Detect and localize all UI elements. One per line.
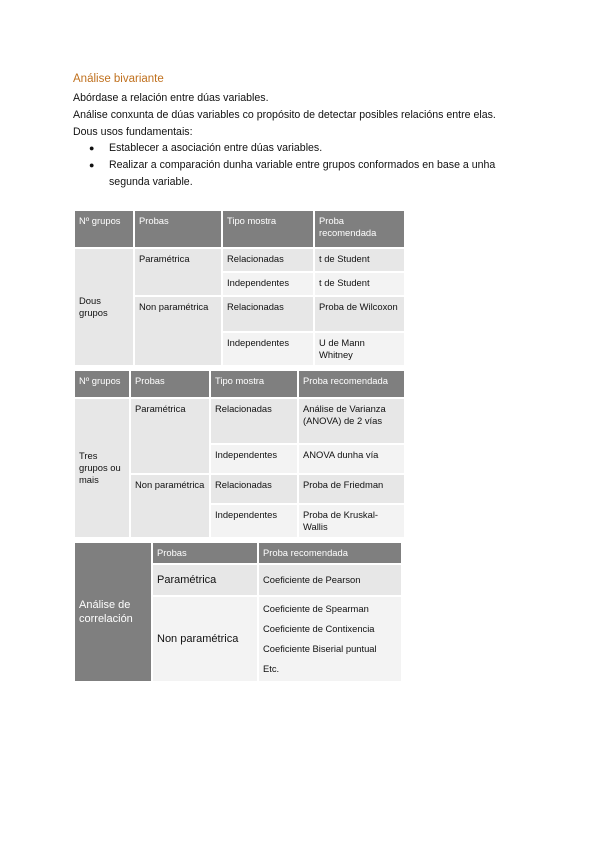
recommended-test-cell: Análise de Varianza (ANOVA) de 2 vías [298,398,405,444]
list-item: Etc. [263,663,280,674]
nonparametric-tests-cell [258,596,402,682]
recommended-test-cell: ANOVA dunha vía [298,444,405,474]
sample-type-cell: Relacionadas [222,248,314,272]
recommended-test-cell: Proba de Friedman [298,474,405,504]
parametric-cell: Paramétrica [134,248,222,296]
nonparametric-cell: Non paramétrica [134,296,222,366]
paragraph-uses: Dous usos fundamentais: [73,126,193,138]
header-n-groups: Nº grupos [74,370,130,398]
header-sample-type: Tipo mostra [210,370,298,398]
three-groups-table [73,369,406,539]
two-groups-table [73,209,406,367]
header-sample-type: Tipo mostra [222,210,314,248]
parametric-cell: Paramétrica [130,398,210,474]
recommended-test-cell: t de Student [314,272,405,296]
parametric-cell: Paramétrica [152,564,258,596]
paragraph-purpose: Análise conxunta de dúas variables co propósito de detectar posibles relacións entre elas. [73,109,496,121]
group-cell: Dous grupos [74,248,134,366]
list-item: Coeficiente de Contixencia [263,623,375,634]
paragraph-definition: Abórdase a relación entre dúas variables. [73,92,269,104]
list-item: Coeficiente Biserial puntual [263,643,377,654]
list-item: Coeficiente de Spearman [263,603,369,614]
header-recommended-test: Proba recomendada [314,210,405,248]
header-recommended-test: Proba recomendada [298,370,405,398]
header-tests: Probas [134,210,222,248]
uses-list [73,140,533,191]
nonparametric-cell: Non paramétrica [152,596,258,682]
sample-type-cell: Relacionadas [210,398,298,444]
group-cell: Tres grupos ou mais [74,398,130,538]
list-item: ● Realizar a comparación dunha variable entre grupos conformados en base a unha segunda variable. [73,157,533,191]
nonparametric-cell: Non paramétrica [130,474,210,538]
section-heading: Análise bivariante [73,73,164,85]
recommended-test-cell: U de Mann Whitney [314,332,405,366]
recommended-test-cell: Proba de Wilcoxon [314,296,405,332]
sample-type-cell: Independentes [222,272,314,296]
header-tests: Probas [152,542,258,564]
sample-type-cell: Relacionadas [222,296,314,332]
correlation-side-label: Análise de correlación [74,542,152,682]
header-n-groups: Nº grupos [74,210,134,248]
sample-type-cell: Relacionadas [210,474,298,504]
header-recommended-test: Proba recomendada [258,542,402,564]
sample-type-cell: Independentes [210,444,298,474]
sample-type-cell: Independentes [222,332,314,366]
sample-type-cell: Independentes [210,504,298,538]
header-tests: Probas [130,370,210,398]
correlation-table [73,541,403,683]
list-item: ● Establecer a asociación entre dúas variables. [73,140,533,157]
recommended-test-cell: Proba de Kruskal-Wallis [298,504,405,538]
recommended-test-cell: Coeficiente de Pearson [258,564,402,596]
recommended-test-cell: t de Student [314,248,405,272]
